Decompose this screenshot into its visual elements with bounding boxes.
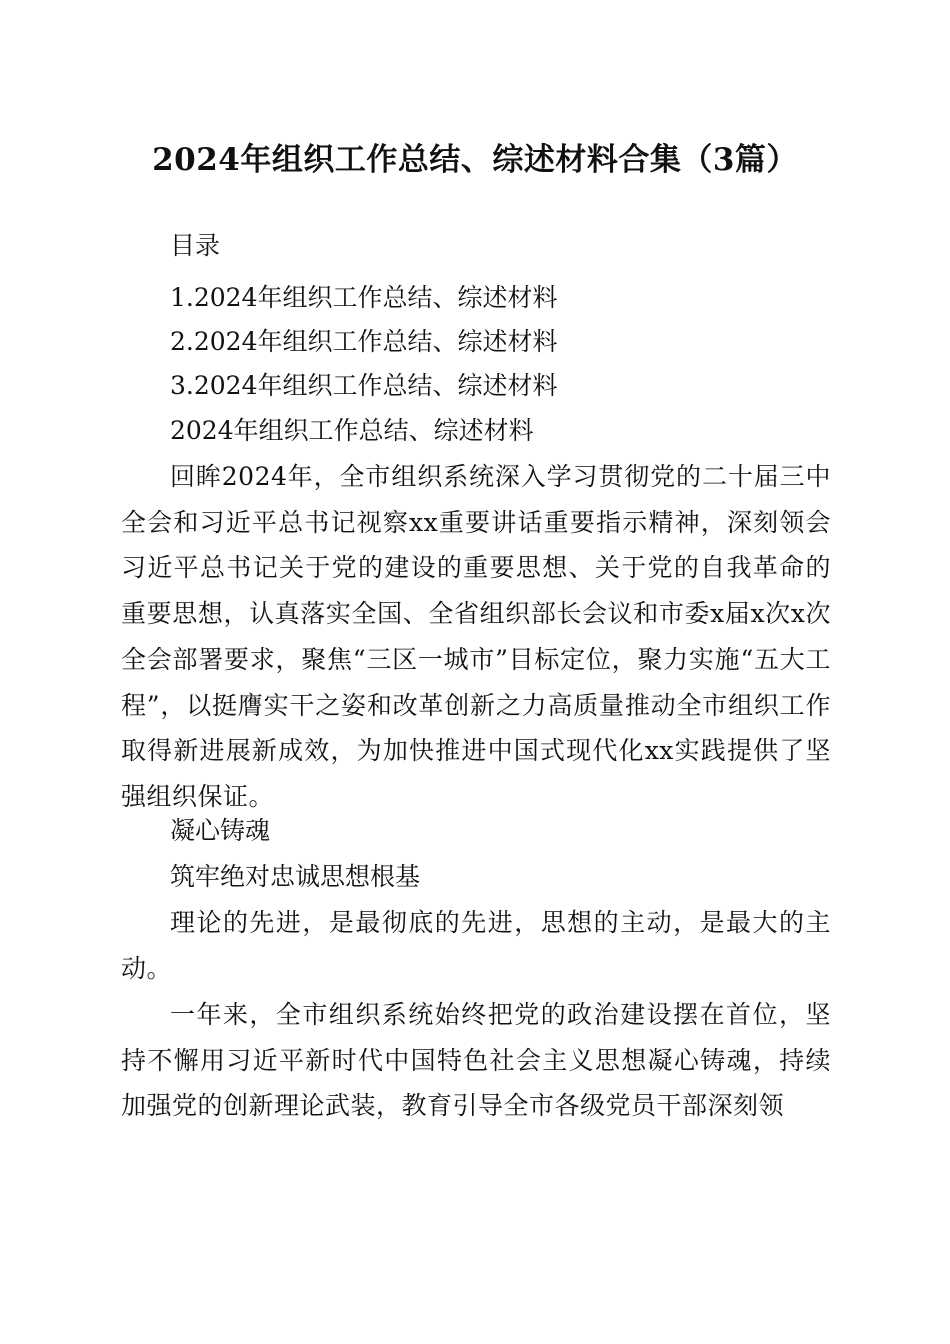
paragraph-2: 理论的先进，是最彻底的先进，思想的主动，是最大的主动。 xyxy=(121,908,831,983)
paragraph-3: 一年来，全市组织系统始终把党的政治建设摆在首位，坚持不懈用习近平新时代中国特色社会主义思想凝心铸魂，持续加强党的创新理论武装，教育引导全市各级党员干部深刻领 xyxy=(121,1000,831,1121)
section-title: 2024年组织工作总结、综述材料 xyxy=(170,416,534,445)
toc-item-3: 3.2024年组织工作总结、综述材料 xyxy=(170,371,558,400)
subsection-subheading: 筑牢绝对忠诚思想根基 xyxy=(170,862,421,891)
toc-item-1: 1.2024年组织工作总结、综述材料 xyxy=(170,283,558,312)
document-title: 2024年组织工作总结、综述材料合集（3篇） xyxy=(152,142,798,178)
intro-paragraph: 回眸2024年，全市组织系统深入学习贯彻党的二十届三中全会和习近平总书记视察xx重要讲话重要指示精神，深刻领会习近平总书记关于党的建设的重要思想、关于党的自我革命的重要思想，认真落实全国、全省组织部长会议和市委x届x次x次全会部署要求，聚焦“三区一城市”目标定位，聚力实施“五大工程”，以挺膺实干之姿和改革创新之力高质量推动全市组织工作取得新进展新成效，为加快推进中国式现代化xx实践提供了坚强组织保证。 xyxy=(121,462,831,811)
toc-heading: 目录 xyxy=(170,231,221,260)
toc-item-2: 2.2024年组织工作总结、综述材料 xyxy=(170,327,558,356)
subsection-heading: 凝心铸魂 xyxy=(170,816,271,845)
